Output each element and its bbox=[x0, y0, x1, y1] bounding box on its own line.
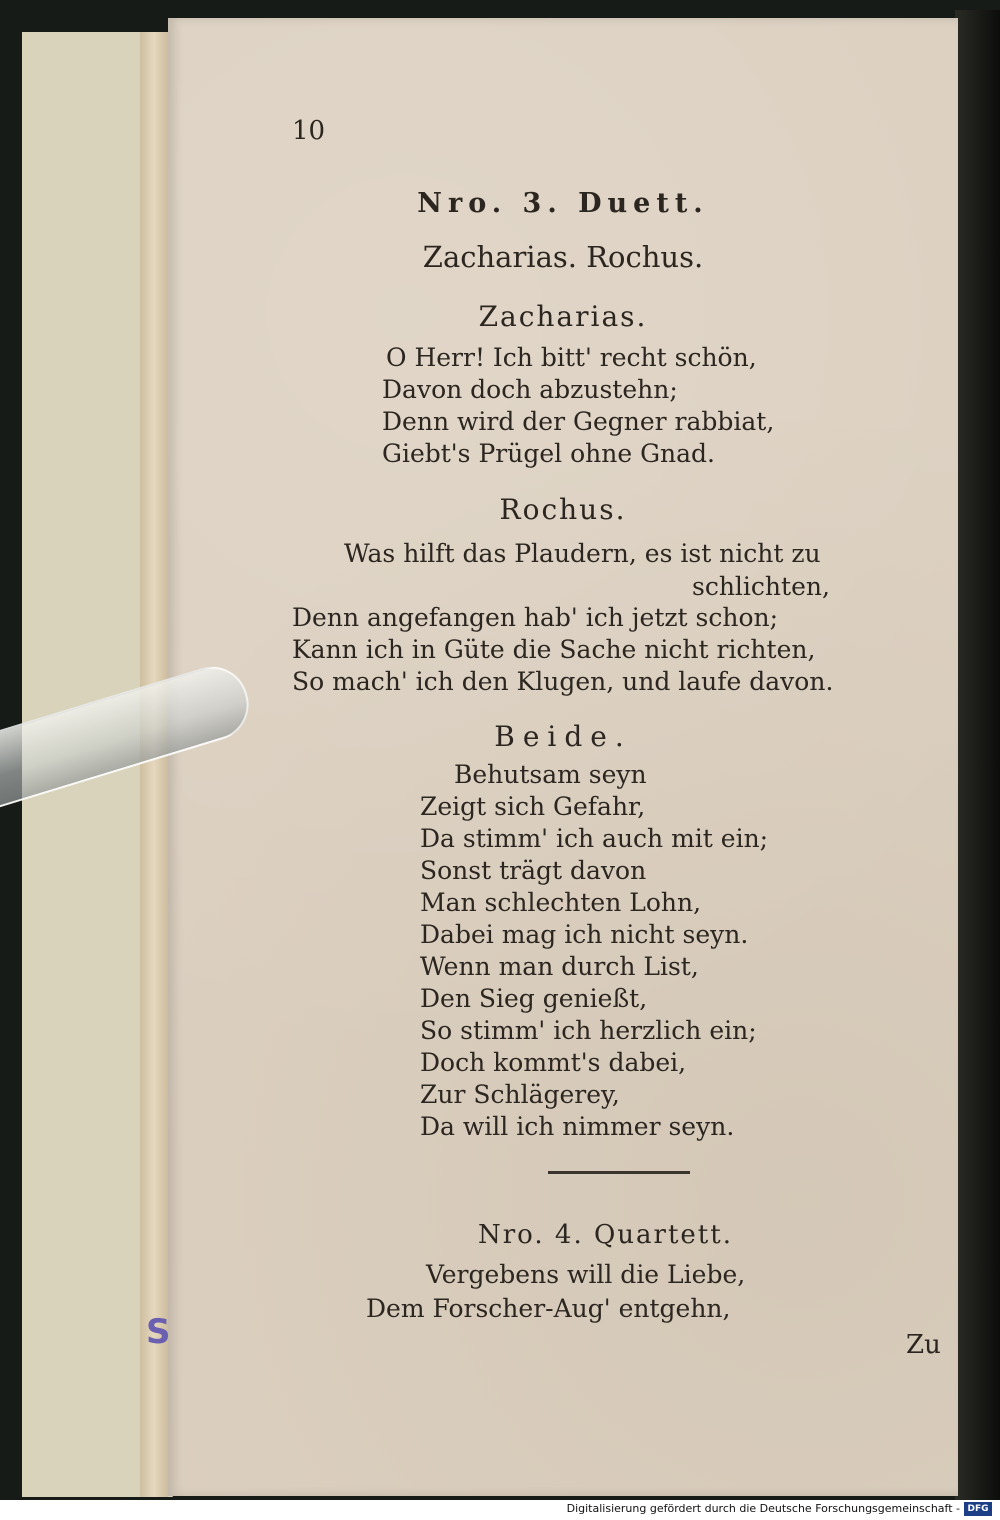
footer-bar bbox=[0, 1500, 1000, 1520]
section-divider bbox=[548, 1171, 690, 1174]
verse-line: schlichten, bbox=[692, 572, 830, 601]
verse-line: Dem Forscher-Aug' entgehn, bbox=[366, 1294, 731, 1323]
verse-line: So mach' ich den Klugen, und laufe davon. bbox=[292, 667, 834, 696]
verse-line: Da stimm' ich auch mit ein; bbox=[420, 824, 769, 853]
verse-line: O Herr! Ich bitt' recht schön, bbox=[386, 343, 757, 372]
speaker-beide: Beide. bbox=[494, 720, 632, 753]
page-edges bbox=[140, 32, 168, 1497]
verse-line: Vergebens will die Liebe, bbox=[426, 1260, 746, 1289]
right-book-edge bbox=[955, 10, 1000, 1500]
verse-line: Denn angefangen hab' ich jetzt schon; bbox=[292, 603, 779, 632]
verse-line: Sonst trägt davon bbox=[420, 856, 647, 885]
verse-line: Denn wird der Gegner rabbiat, bbox=[382, 407, 775, 436]
speaker-zacharias: Zacharias. bbox=[478, 300, 648, 333]
verse-line: Man schlechten Lohn, bbox=[420, 888, 702, 917]
verse-line: Da will ich nimmer seyn. bbox=[420, 1112, 735, 1141]
book-page bbox=[168, 18, 958, 1496]
footer-credit: Digitalisierung gefördert durch die Deutsche Forschungsgemeinschaft - bbox=[566, 1502, 960, 1515]
verse-line: Kann ich in Güte die Sache nicht richten, bbox=[292, 635, 816, 664]
verse-line: Dabei mag ich nicht seyn. bbox=[420, 920, 749, 949]
verse-line: Behutsam seyn bbox=[454, 760, 647, 789]
verse-line: Zeigt sich Gefahr, bbox=[420, 792, 646, 821]
section-title: Nro. 3. Duett. bbox=[417, 188, 709, 219]
verse-line: Wenn man durch List, bbox=[420, 952, 699, 981]
next-section-title: Nro. 4. Quartett. bbox=[478, 1220, 733, 1250]
verse-line: Davon doch abzustehn; bbox=[382, 375, 678, 404]
dfg-logo: DFG bbox=[964, 1502, 992, 1516]
library-stamp: S bbox=[146, 1312, 171, 1352]
verse-line: Den Sieg genießt, bbox=[420, 984, 648, 1013]
catchword: Zu bbox=[906, 1330, 941, 1360]
speaker-rochus: Rochus. bbox=[499, 493, 627, 526]
verse-line: Zur Schlägerey, bbox=[420, 1080, 620, 1109]
page-number: 10 bbox=[292, 116, 326, 146]
verse-line: So stimm' ich herzlich ein; bbox=[420, 1016, 757, 1045]
verse-line: Was hilft das Plaudern, es ist nicht zu bbox=[344, 539, 821, 568]
characters-line: Zacharias. Rochus. bbox=[422, 240, 704, 274]
verse-line: Giebt's Prügel ohne Gnad. bbox=[382, 439, 715, 468]
verse-line: Doch kommt's dabei, bbox=[420, 1048, 687, 1077]
